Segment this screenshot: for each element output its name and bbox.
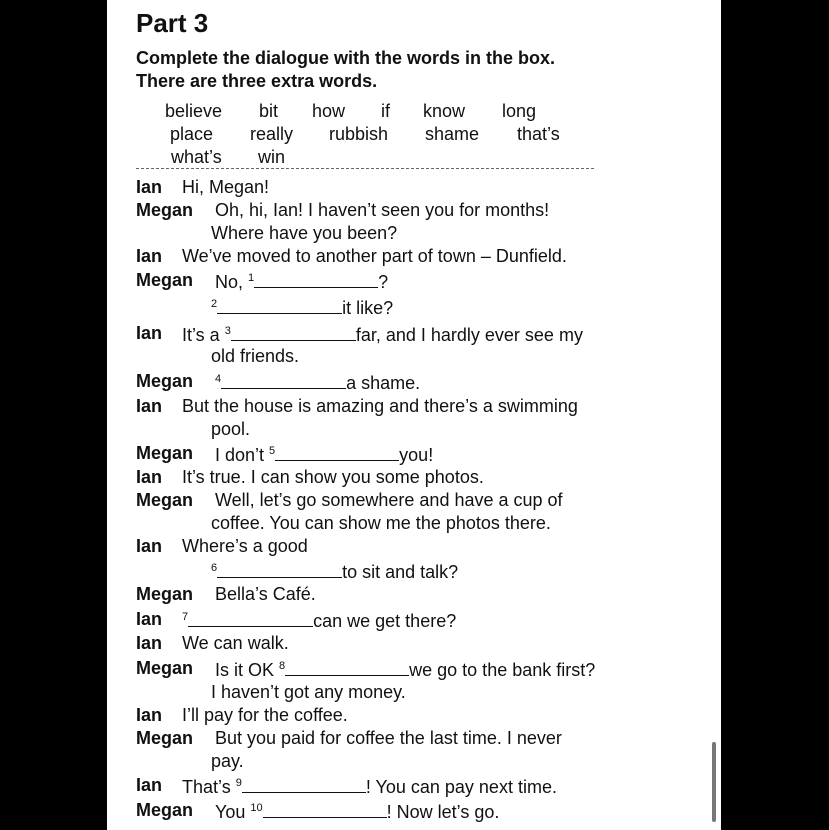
gap-number: 9 <box>235 777 242 789</box>
speaker-name: Megan <box>136 371 194 391</box>
scrollbar-thumb[interactable] <box>712 742 716 822</box>
line-text: Well, let’s go somewhere and have a cup of <box>215 490 563 510</box>
instruction-line-2: There are three extra words. <box>136 71 378 91</box>
speaker-name: Ian <box>136 609 163 629</box>
answer-blank-6[interactable] <box>217 560 342 578</box>
speaker-name: Ian <box>136 177 163 197</box>
word-box-item: if <box>381 101 390 121</box>
answer-blank-1[interactable] <box>254 270 378 288</box>
word-box-item: know <box>423 101 466 121</box>
word-box-row-1 <box>107 101 707 124</box>
line-text: Where’s a good <box>182 536 308 556</box>
answer-blank-7[interactable] <box>188 609 313 627</box>
word-box-item: win <box>258 147 286 167</box>
line-text <box>211 560 458 583</box>
speaker-name: Ian <box>136 705 163 725</box>
word-box-item: shame <box>425 124 480 144</box>
speaker-name: Megan <box>136 270 194 290</box>
line-text <box>182 609 456 632</box>
line-text-before: Is it OK <box>215 660 280 680</box>
line-text: I’ll pay for the coffee. <box>182 705 348 725</box>
word-box-item: believe <box>165 101 223 121</box>
answer-blank-2[interactable] <box>217 296 342 314</box>
line-text-after: far, and I hardly ever see my <box>355 325 583 345</box>
word-box-item: really <box>250 124 294 144</box>
speaker-name: Megan <box>136 658 194 678</box>
line-text-before: I don’t <box>215 445 270 465</box>
word-box-item: how <box>312 101 346 121</box>
speaker-name: Ian <box>136 633 163 653</box>
speaker-name: Megan <box>136 443 194 463</box>
word-box-item: bit <box>259 101 279 121</box>
speaker-name: Megan <box>136 800 194 820</box>
line-text <box>215 658 595 681</box>
line-text-before: It’s a <box>182 325 225 345</box>
line-text-after: a shame. <box>346 373 421 393</box>
speaker-name: Megan <box>136 728 194 748</box>
line-text: But the house is amazing and there’s a swimming <box>182 396 578 416</box>
line-text-before: That’s <box>182 777 236 797</box>
line-text-before: You <box>215 802 251 822</box>
word-box-row-3 <box>107 147 707 170</box>
line-text-after: ! Now let’s go. <box>386 802 500 822</box>
gap-number: 1 <box>248 272 255 284</box>
word-box-item: rubbish <box>329 124 389 144</box>
line-text <box>215 443 433 466</box>
gap-number: 10 <box>250 802 263 814</box>
line-text-after: we go to the bank first? <box>409 660 596 680</box>
line-text: It’s true. I can show you some photos. <box>182 467 484 487</box>
instructions <box>136 47 555 93</box>
word-box-item: what’s <box>171 147 222 167</box>
answer-blank-9[interactable] <box>242 775 366 793</box>
line-text: old friends. <box>211 346 300 366</box>
instruction-line-1: Complete the dialogue with the words in the box. <box>136 48 556 68</box>
answer-blank-4[interactable] <box>221 371 346 389</box>
line-text: We can walk. <box>182 633 289 653</box>
line-text: Hi, Megan! <box>182 177 270 197</box>
speaker-name: Ian <box>136 323 163 343</box>
speaker-name: Megan <box>136 490 194 510</box>
speaker-name: Ian <box>136 396 163 416</box>
word-box-item: that’s <box>517 124 560 144</box>
line-text: I haven’t got any money. <box>211 682 406 702</box>
answer-blank-5[interactable] <box>275 443 399 461</box>
gap-number: 6 <box>211 562 218 574</box>
speaker-name: Ian <box>136 536 163 556</box>
line-text <box>215 800 499 823</box>
speaker-name: Ian <box>136 775 163 795</box>
line-text: Bella’s Café. <box>215 584 316 604</box>
line-text-after: ? <box>378 272 389 292</box>
speaker-name: Ian <box>136 467 163 487</box>
line-text: We’ve moved to another part of town – Dunfield. <box>182 246 567 266</box>
answer-blank-8[interactable] <box>285 658 409 676</box>
answer-blank-3[interactable] <box>231 323 356 341</box>
line-text <box>211 296 393 319</box>
line-text <box>215 270 388 293</box>
speaker-name: Ian <box>136 246 163 266</box>
word-box-item: long <box>502 101 537 121</box>
line-text: Where have you been? <box>211 223 398 243</box>
part-title: Part 3 <box>136 8 209 38</box>
word-box-item: place <box>170 124 214 144</box>
line-text-after: can we get there? <box>313 611 457 631</box>
speaker-name: Megan <box>136 200 194 220</box>
word-box-divider <box>136 168 594 169</box>
line-text-before: No, <box>215 272 249 292</box>
gap-number: 7 <box>182 611 189 623</box>
line-text <box>215 371 420 394</box>
line-text: But you paid for coffee the last time. I never <box>215 728 562 748</box>
gap-number: 5 <box>269 445 276 457</box>
line-text: pool. <box>211 419 251 439</box>
line-text-after: it like? <box>342 298 394 318</box>
gap-number: 2 <box>211 298 218 310</box>
worksheet-page <box>107 0 721 830</box>
word-box-row-2 <box>107 124 707 147</box>
gap-number: 8 <box>279 660 286 672</box>
line-text: Oh, hi, Ian! I haven’t seen you for months! <box>215 200 550 220</box>
speaker-name: Megan <box>136 584 194 604</box>
gap-number: 4 <box>215 373 222 385</box>
line-text: coffee. You can show me the photos there. <box>211 513 551 533</box>
answer-blank-10[interactable] <box>263 800 387 818</box>
line-text <box>182 323 583 346</box>
line-text-after: you! <box>399 445 434 465</box>
line-text: pay. <box>211 751 244 771</box>
line-text-after: ! You can pay next time. <box>365 777 557 797</box>
gap-number: 3 <box>224 325 231 337</box>
line-text-after: to sit and talk? <box>342 562 459 582</box>
line-text <box>182 775 557 798</box>
